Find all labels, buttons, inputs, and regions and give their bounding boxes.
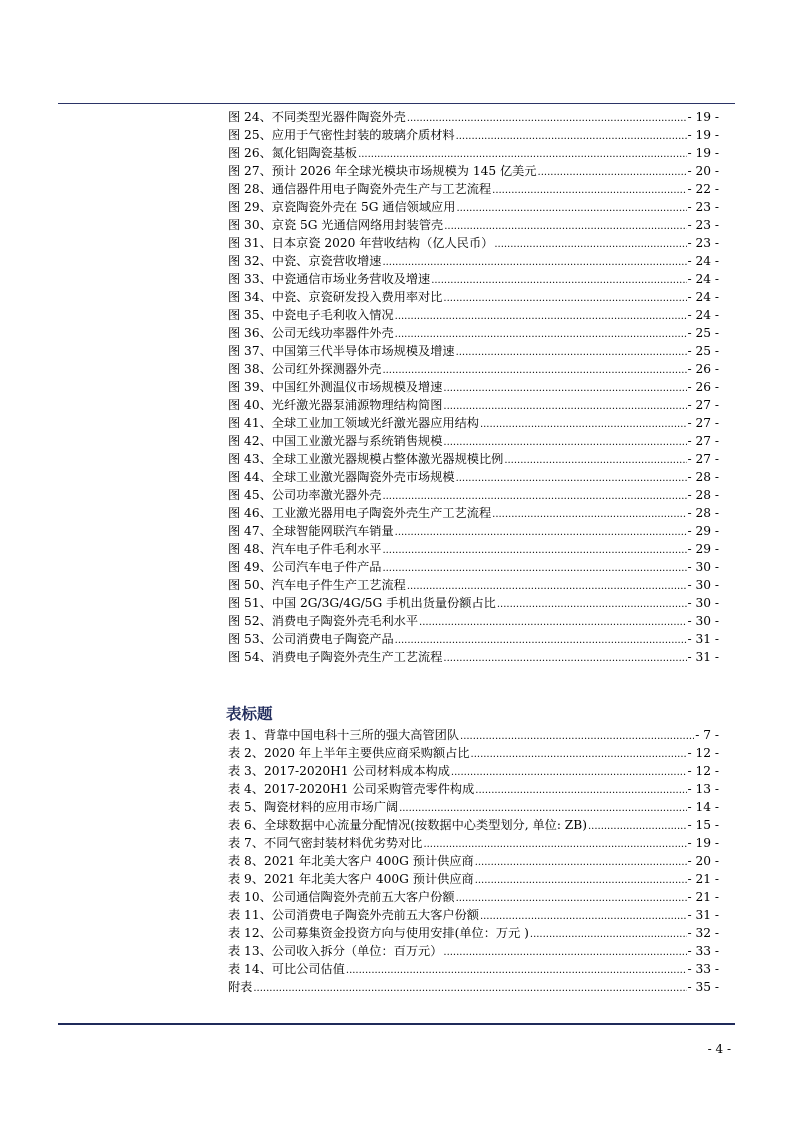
figure-entry-page: - 27 - [687,434,719,448]
figure-entry-page: - 24 - [687,272,719,286]
figure-entry[interactable] [228,504,719,522]
figure-entry-label: 图 44、全球工业激光器陶瓷外壳市场规模 [228,470,455,484]
figure-entry-page: - 29 - [687,542,719,556]
figure-entry-label: 图 28、通信器件用电子陶瓷外壳生产与工艺流程 [228,182,492,196]
figure-entry-label: 图 31、日本京瓷 2020 年营收结构（亿人民币） [228,236,494,250]
table-entry-page: - 14 - [687,800,719,814]
figure-entry-page: - 20 - [687,164,719,178]
table-entry-label: 表 3、2017-2020H1 公司材料成本构成 [228,764,450,778]
figure-entry-label: 图 27、预计 2026 年全球光模块市场规模为 145 亿美元 [228,164,537,178]
figure-entry-label: 图 48、汽车电子件毛利水平 [228,542,382,556]
figure-entry[interactable] [228,522,719,540]
figure-entry[interactable] [228,558,719,576]
figure-entry-label: 图 51、中国 2G/3G/4G/5G 手机出货量份额占比 [228,596,496,610]
figure-entry-label: 图 24、不同类型光器件陶瓷外壳 [228,110,406,124]
figure-entry-label: 图 52、消费电子陶瓷外壳毛利水平 [228,614,419,628]
figure-entry-label: 图 39、中国红外测温仪市场规模及增速 [228,380,443,394]
table-entry[interactable] [228,798,719,816]
figure-entry[interactable] [228,540,719,558]
figure-entry-label: 图 29、京瓷陶瓷外壳在 5G 通信领域应用 [228,200,456,214]
figure-entry-label: 图 32、中瓷、京瓷营收增速 [228,254,382,268]
figure-entry-page: - 30 - [687,560,719,574]
figure-entry-label: 图 37、中国第三代半导体市场规模及增速 [228,344,455,358]
figure-entry[interactable] [228,576,719,594]
figure-entry[interactable] [228,126,719,144]
table-entry-label: 表 11、公司消费电子陶瓷外壳前五大客户份额 [228,908,479,922]
figure-entry-label: 图 46、工业激光器用电子陶瓷外壳生产工艺流程 [228,506,492,520]
figure-entry[interactable] [228,594,719,612]
figure-entry-label: 图 47、全球智能网联汽车销量 [228,524,394,538]
figure-entry-page: - 30 - [687,578,719,592]
table-entry-page: - 7 - [695,728,719,742]
figure-entry[interactable] [228,180,719,198]
table-entry[interactable] [228,726,719,744]
figure-entry[interactable] [228,450,719,468]
table-entry-page: - 12 - [687,764,719,778]
figure-entry[interactable] [228,648,719,666]
page-number: - 4 - [707,1042,731,1056]
figure-entry-label: 图 36、公司无线功率器件外壳 [228,326,394,340]
figure-entry[interactable] [228,468,719,486]
figure-entry[interactable] [228,414,719,432]
figure-entry[interactable] [228,342,719,360]
figure-entry-label: 图 25、应用于气密性封装的玻璃介质材料 [228,128,455,142]
figure-entry[interactable] [228,162,719,180]
figure-entry-label: 图 54、消费电子陶瓷外壳生产工艺流程 [228,650,443,664]
table-entry-label: 表 9、2021 年北美大客户 400G 预计供应商 [228,872,474,886]
table-entry-label: 表 2、2020 年上半年主要供应商采购额占比 [228,746,470,760]
figure-entry-label: 图 40、光纤激光器泵浦源物理结构简图 [228,398,443,412]
figure-entry-page: - 19 - [687,128,719,142]
dot-leader [443,650,686,668]
figure-entry-label: 图 30、京瓷 5G 光通信网络用封装管壳 [228,218,444,232]
figure-entry-page: - 30 - [687,614,719,628]
table-entry[interactable] [228,960,719,978]
table-entry-page: - 20 - [687,854,719,868]
table-entry-page: - 33 - [687,962,719,976]
table-entry-page: - 21 - [687,890,719,904]
figure-entry-page: - 31 - [687,650,719,664]
figure-entry[interactable] [228,612,719,630]
table-entry[interactable] [228,762,719,780]
table-entry-page: - 35 - [687,980,719,994]
table-entry-page: - 21 - [687,872,719,886]
figure-entry-page: - 25 - [687,326,719,340]
figure-entry-label: 图 43、全球工业激光器规模占整体激光器规模比例 [228,452,504,466]
table-entry-label: 表 6、全球数据中心流量分配情况(按数据中心类型划分, 单位: ZB) [228,818,587,832]
figure-entry-label: 图 33、中瓷通信市场业务营收及增速 [228,272,431,286]
table-entry[interactable] [228,870,719,888]
figure-entry[interactable] [228,198,719,216]
figure-entry-page: - 28 - [687,506,719,520]
figure-entry-page: - 28 - [687,488,719,502]
figure-entry-page: - 24 - [687,254,719,268]
header-rule [58,103,735,104]
figure-entry[interactable] [228,144,719,162]
table-entry-label: 附表 [228,980,253,994]
table-entry[interactable] [228,924,719,942]
table-entry[interactable] [228,744,719,762]
figure-entry-page: - 26 - [687,362,719,376]
table-entry-label: 表 13、公司收入拆分（单位：百万元） [228,944,443,958]
figure-entry[interactable] [228,216,719,234]
figure-entry-page: - 31 - [687,632,719,646]
figure-entry-label: 图 53、公司消费电子陶瓷产品 [228,632,394,646]
figure-entry[interactable] [228,432,719,450]
figure-entry[interactable] [228,288,719,306]
table-entry-page: - 15 - [687,818,719,832]
figure-entry-page: - 19 - [687,110,719,124]
table-entry[interactable] [228,780,719,798]
table-entry-page: - 13 - [687,782,719,796]
table-entry[interactable] [228,978,719,996]
figure-entry-page: - 27 - [687,398,719,412]
table-entry[interactable] [228,816,719,834]
figure-entry-label: 图 34、中瓷、京瓷研发投入费用率对比 [228,290,443,304]
figure-entry-label: 图 50、汽车电子件生产工艺流程 [228,578,406,592]
table-entry[interactable] [228,888,719,906]
figure-entry[interactable] [228,306,719,324]
table-entry-page: - 12 - [687,746,719,760]
table-entry-label: 表 14、可比公司估值 [228,962,345,976]
figure-entry-page: - 27 - [687,416,719,430]
figure-entry-label: 图 35、中瓷电子毛利收入情况 [228,308,394,322]
table-entry-label: 表 7、不同气密封装材料优劣势对比 [228,836,423,850]
dot-leader [253,980,686,998]
figure-entry-page: - 30 - [687,596,719,610]
table-entry[interactable] [228,942,719,960]
table-entry[interactable] [228,852,719,870]
table-entry[interactable] [228,834,719,852]
figure-entry-page: - 26 - [687,380,719,394]
figure-entry[interactable] [228,270,719,288]
figure-entry[interactable] [228,486,719,504]
figure-entry-label: 图 41、全球工业加工领域光纤激光器应用结构 [228,416,479,430]
table-entry-page: - 32 - [687,926,719,940]
figure-list [228,108,719,666]
table-entry-page: - 33 - [687,944,719,958]
figure-entry-page: - 23 - [687,236,719,250]
figure-entry-page: - 23 - [687,218,719,232]
figure-entry-page: - 23 - [687,200,719,214]
figure-entry-label: 图 45、公司功率激光器外壳 [228,488,382,502]
figure-entry-page: - 24 - [687,308,719,322]
figure-entry[interactable] [228,360,719,378]
table-list [228,726,719,996]
figure-entry-page: - 29 - [687,524,719,538]
figure-entry-label: 图 49、公司汽车电子件产品 [228,560,382,574]
figure-entry-page: - 24 - [687,290,719,304]
figure-entry-page: - 28 - [687,470,719,484]
figure-entry[interactable] [228,108,719,126]
figure-entry-label: 图 26、氮化铝陶瓷基板 [228,146,358,160]
figure-entry[interactable] [228,234,719,252]
table-entry-page: - 19 - [687,836,719,850]
figure-entry[interactable] [228,378,719,396]
table-entry-label: 表 8、2021 年北美大客户 400G 预计供应商 [228,854,474,868]
figure-entry-page: - 22 - [687,182,719,196]
figure-entry-label: 图 42、中国工业激光器与系统销售规模 [228,434,443,448]
table-entry-label: 表 10、公司通信陶瓷外壳前五大客户份额 [228,890,455,904]
figure-entry-page: - 25 - [687,344,719,358]
figure-entry-label: 图 38、公司红外探测器外壳 [228,362,382,376]
table-entry-page: - 31 - [687,908,719,922]
figure-entry[interactable] [228,252,719,270]
figure-entry[interactable] [228,396,719,414]
table-entry-label: 表 1、背靠中国电科十三所的强大高管团队 [228,728,460,742]
figure-entry-page: - 27 - [687,452,719,466]
table-entry-label: 表 4、2017-2020H1 公司采购管壳零件构成 [228,782,475,796]
figure-entry[interactable] [228,630,719,648]
figure-entry[interactable] [228,324,719,342]
footer-rule [58,1023,735,1025]
table-entry-label: 表 5、陶瓷材料的应用市场广阔 [228,800,399,814]
tables-heading: 表标题 [226,704,273,723]
table-entry-label: 表 12、公司募集资金投资方向与使用安排(单位：万元 ) [228,926,529,940]
figure-entry-page: - 19 - [687,146,719,160]
table-entry[interactable] [228,906,719,924]
